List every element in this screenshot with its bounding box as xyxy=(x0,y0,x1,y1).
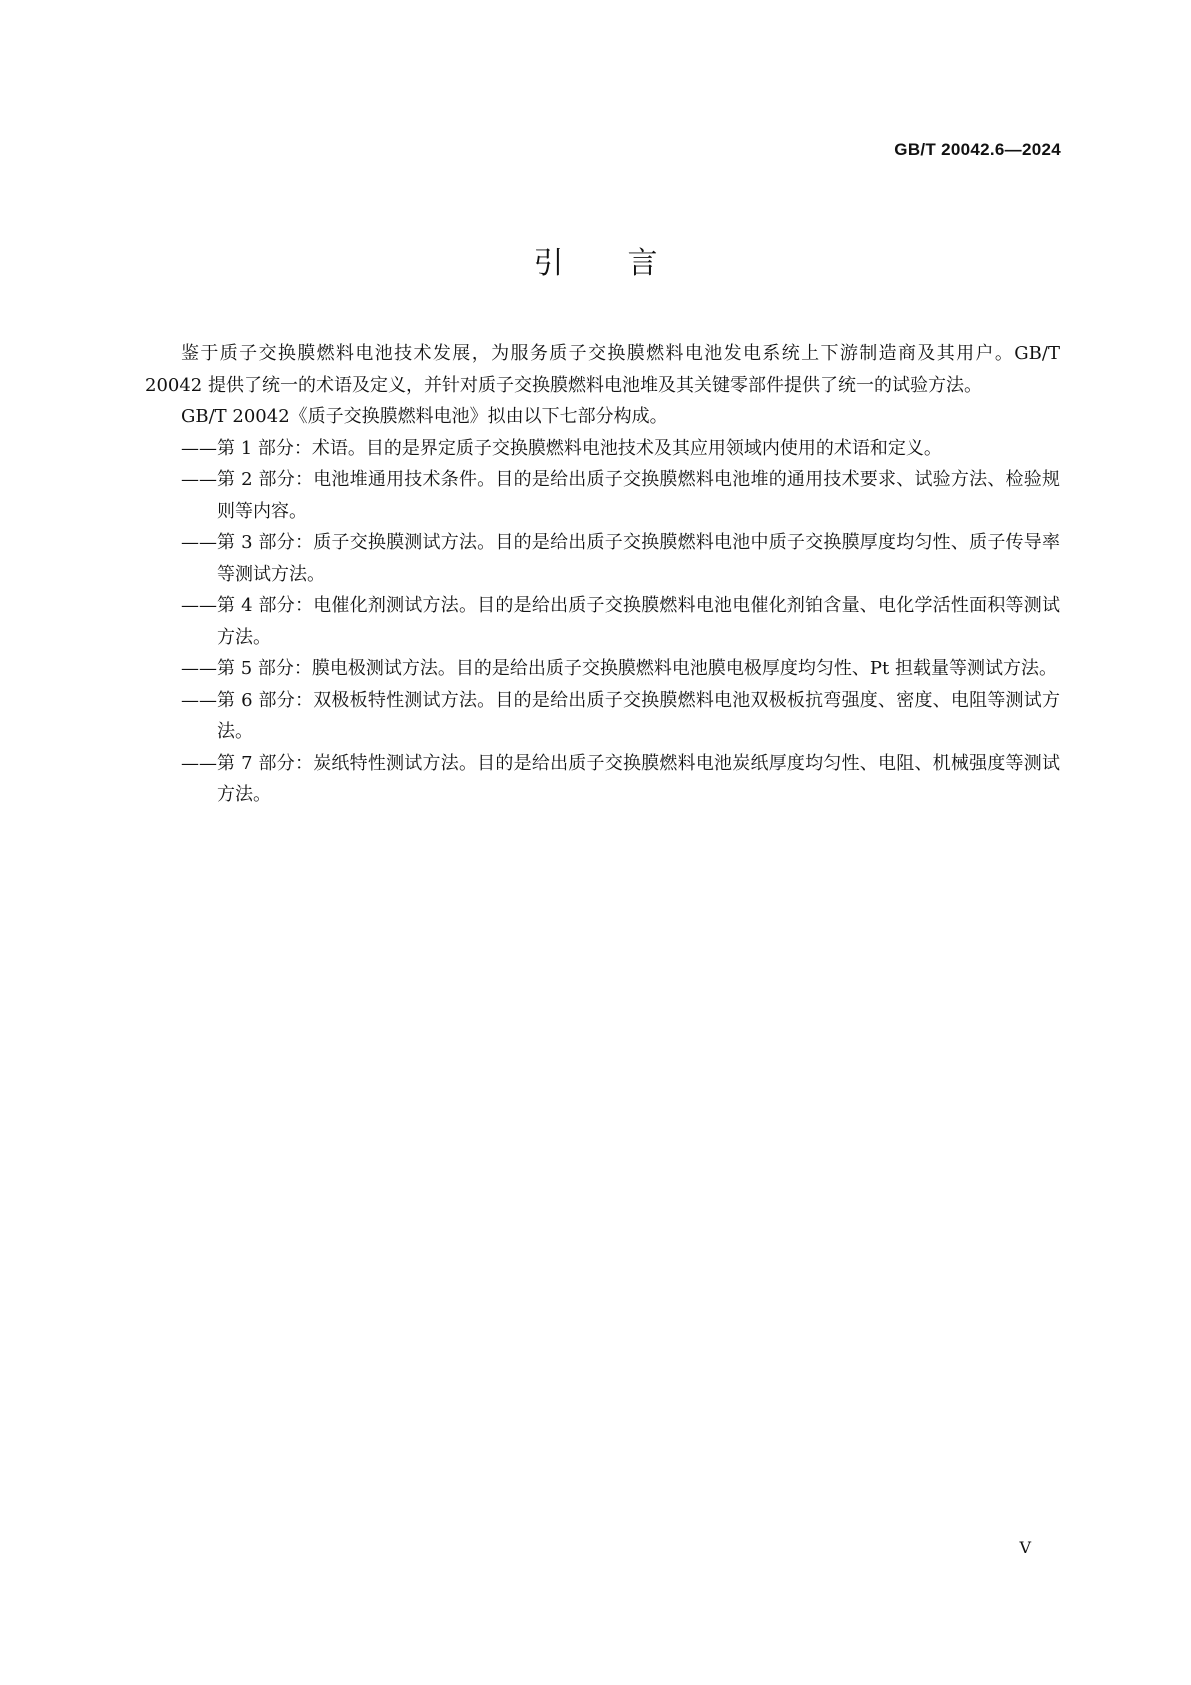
list-item xyxy=(145,433,1060,465)
intro-paragraph: 鉴于质子交换膜燃料电池技术发展，为服务质子交换膜燃料电池发电系统上下游制造商及其用户。GB/T 20042 提供了统一的术语及定义，并针对质子交换膜燃料电池堆及其关键零部件提供了统一的试验方法。 xyxy=(145,343,1060,396)
list-dash: —— xyxy=(181,469,217,490)
list-dash: —— xyxy=(181,658,217,679)
list-item-text: 第 6 部分：双极板特性测试方法。目的是给出质子交换膜燃料电池双极板抗弯强度、密度、电阻等测试方法。 xyxy=(217,689,1060,742)
list-dash: —— xyxy=(181,752,217,774)
list-item-text: 第 5 部分：膜电极测试方法。目的是给出质子交换膜燃料电池膜电极厚度均匀性、Pt 担载量等测试方法。 xyxy=(217,658,1057,679)
list-dash: —— xyxy=(181,595,217,616)
page-number: V xyxy=(1019,1538,1031,1557)
list-dash: —— xyxy=(181,437,217,459)
list-item-text: 第 3 部分：质子交换膜测试方法。目的是给出质子交换膜燃料电池中质子交换膜厚度均匀性、质子传导率等测试方法。 xyxy=(217,532,1060,585)
list-item xyxy=(145,685,1060,748)
parts-list xyxy=(145,433,1060,811)
list-item-text: 第 1 部分：术语。目的是界定质子交换膜燃料电池技术及其应用领域内使用的术语和定义。 xyxy=(217,437,942,459)
list-item-text: 第 2 部分：电池堆通用技术条件。目的是给出质子交换膜燃料电池堆的通用技术要求、试验方法、检验规则等内容。 xyxy=(217,469,1060,522)
list-item xyxy=(145,590,1060,653)
list-dash: —— xyxy=(181,532,217,553)
list-item xyxy=(145,748,1060,811)
page-title: 引言 xyxy=(533,246,722,281)
list-item xyxy=(145,464,1060,527)
structure-paragraph: GB/T 20042《质子交换膜燃料电池》拟由以下七部分构成。 xyxy=(181,406,668,427)
list-item xyxy=(145,653,1060,685)
list-item-text: 第 4 部分：电催化剂测试方法。目的是给出质子交换膜燃料电池电催化剂铂含量、电化学活性面积等测试方法。 xyxy=(217,595,1060,648)
document-body xyxy=(145,338,1060,811)
list-item xyxy=(145,527,1060,590)
standard-number: GB/T 20042.6—2024 xyxy=(894,140,1061,159)
list-dash: —— xyxy=(181,689,217,711)
list-item-text: 第 7 部分：炭纸特性测试方法。目的是给出质子交换膜燃料电池炭纸厚度均匀性、电阻、机械强度等测试方法。 xyxy=(217,752,1060,805)
